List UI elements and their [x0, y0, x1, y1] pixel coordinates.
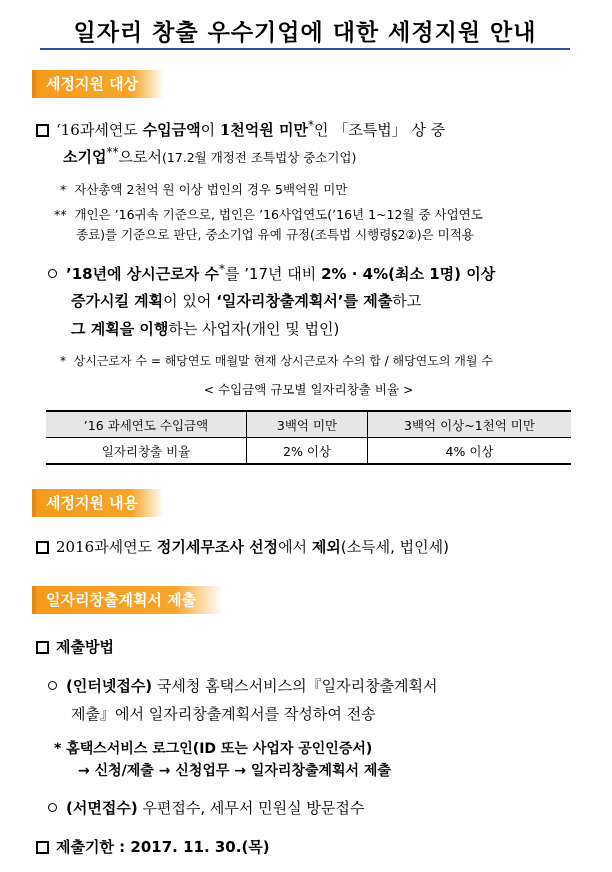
hometax-path-line2: → 신청/제출 → 신청업무 → 일자리창출계획서 제출	[78, 763, 391, 779]
hometax-path-line1: * 홈택스서비스 로그인(ID 또는 사업자 공인인증서)	[54, 741, 373, 757]
checkbox-square-icon	[36, 841, 49, 854]
checkbox-square-icon	[36, 124, 49, 137]
checkbox-square-icon	[36, 641, 49, 654]
table-row	[46, 438, 571, 465]
checkbox-square-icon	[36, 541, 49, 554]
table-header-cell: ’16 과세연도 수입금액	[46, 411, 247, 438]
condition-line2: 증가시킬 계획이 있어 ‘일자리창출계획서’를 제출하고	[71, 292, 422, 310]
condition-line3: 그 계획을 이행하는 사업자(개인 및 법인)	[71, 320, 340, 338]
circle-bullet-icon	[48, 269, 57, 278]
title-underline	[40, 48, 570, 50]
circle-bullet-icon	[48, 681, 57, 690]
circle-bullet-icon	[48, 803, 57, 812]
table-header-row	[46, 411, 571, 438]
target-note-2-line2: 종료)를 기준으로 판단, 중소기업 유예 규정(조특법 시행령§2②)은 미적용	[76, 227, 474, 242]
content-line: 2016과세연도 정기세무조사 선정에서 제외(소득세, 법인세)	[36, 536, 449, 557]
table-header-cell: 3백억 미만	[247, 411, 368, 438]
section-header-submit: 일자리창출계획서 제출	[36, 586, 222, 614]
table-cell: 일자리창출 비율	[46, 438, 247, 465]
section-header-target: 세정지원 대상	[36, 70, 164, 98]
job-creation-ratio-table	[46, 410, 571, 465]
submit-online-line1: (인터넷접수) 국세청 홈택스서비스의『일자리창출계획서	[48, 675, 438, 696]
submit-method-title: 제출방법	[36, 636, 114, 657]
section-header-content: 세정지원 내용	[36, 489, 164, 517]
table-header-cell: 3백억 이상~1천억 미만	[368, 411, 572, 438]
table-cell: 2% 이상	[247, 438, 368, 465]
page-title: 일자리 창출 우수기업에 대한 세정지원 안내	[73, 20, 537, 46]
target-main-line1: ‘16과세연도 수입금액이 1천억원 미만*인 「조특법」 상 중	[36, 118, 445, 140]
table-cell: 4% 이상	[368, 438, 572, 465]
condition-note: * 상시근로자 수 = 해당연도 매월말 현재 상시근로자 수의 합 / 해당연도의 개월 수	[60, 354, 493, 368]
target-main-line2: 소기업**으로서(17.2월 개정전 조특법상 중소기업)	[63, 145, 357, 166]
submit-paper-line: (서면접수) 우편접수, 세무서 민원실 방문접수	[48, 797, 364, 818]
submit-online-line2: 제출』에서 일자리창출계획서를 작성하여 전송	[71, 705, 376, 723]
condition-line1: ’18년에 상시근로자 수*를 ’17년 대비 2% · 4%(최소 1명) 이상	[48, 262, 495, 284]
target-note-1: * 자산총액 2천억 원 이상 법인의 경우 5백억원 미만	[60, 182, 348, 197]
target-note-2-line1: ** 개인은 ’16귀속 기준으로, 법인은 ’16사업연도(’16년 1~12월 중 사업연도	[54, 207, 483, 222]
submit-deadline: 제출기한 : 2017. 11. 30.(목)	[36, 836, 270, 857]
table-caption: < 수입금액 규모별 일자리창출 비율 >	[203, 382, 414, 397]
